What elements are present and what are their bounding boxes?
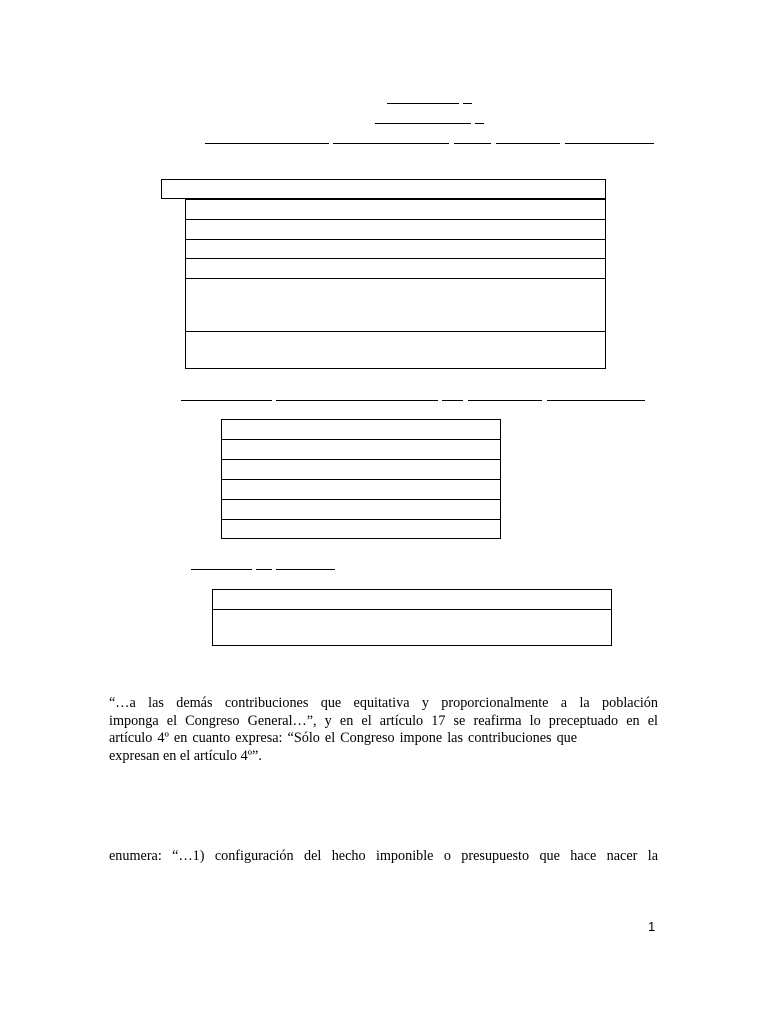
heading-line-3-segment <box>205 143 329 144</box>
paragraph-2-line: enumera: “…1) configuración del hecho imponible o presupuesto que hace nacer la <box>109 848 658 864</box>
table-3-row <box>212 609 612 646</box>
table-2-row <box>221 459 501 480</box>
paragraph-1-line: expresan en el artículo 4º”. <box>109 747 262 764</box>
heading-line-2-segment <box>475 123 484 124</box>
table-2-row <box>221 479 501 500</box>
table-1-row <box>185 239 606 259</box>
heading-line-3-segment <box>333 143 449 144</box>
subheading-2-segment <box>468 400 542 401</box>
subheading-2-segment <box>547 400 645 401</box>
table-1-row <box>185 219 606 240</box>
table-1-row <box>185 199 606 220</box>
table-2-row <box>221 419 501 440</box>
subheading-2-segment <box>181 400 272 401</box>
heading-line-3-segment <box>454 143 491 144</box>
table-1-row <box>185 278 606 332</box>
body-paragraph-1 <box>109 695 658 765</box>
body-paragraph-2 <box>109 848 658 866</box>
heading-line-2-segment <box>375 123 471 124</box>
subheading-2-segment <box>276 400 438 401</box>
table-2-row <box>221 519 501 539</box>
table-1-header-row <box>161 179 606 199</box>
subheading-2-segment <box>442 400 463 401</box>
table-1-row <box>185 258 606 279</box>
table-2-row <box>221 439 501 460</box>
subheading-3-segment <box>191 569 252 570</box>
table-3-row <box>212 589 612 610</box>
table-1-row <box>185 331 606 369</box>
heading-line-1-segment <box>463 103 472 104</box>
table-2-row <box>221 499 501 520</box>
heading-line-1-segment <box>387 103 459 104</box>
heading-line-3-segment <box>496 143 560 144</box>
page-number: 1 <box>648 919 656 934</box>
paragraph-1-line: imponga el Congreso General…”, y en el artículo 17 se reafirma lo preceptuado en el <box>109 712 658 729</box>
paragraph-1-line: artículo 4º en cuanto expresa: “Sólo el Congreso impone las contribuciones que <box>109 730 578 746</box>
subheading-3-segment <box>276 569 335 570</box>
heading-line-3-segment <box>565 143 654 144</box>
subheading-3-segment <box>256 569 272 570</box>
paragraph-1-line: “…a las demás contribuciones que equitativa y proporcionalmente a la población <box>109 695 658 711</box>
